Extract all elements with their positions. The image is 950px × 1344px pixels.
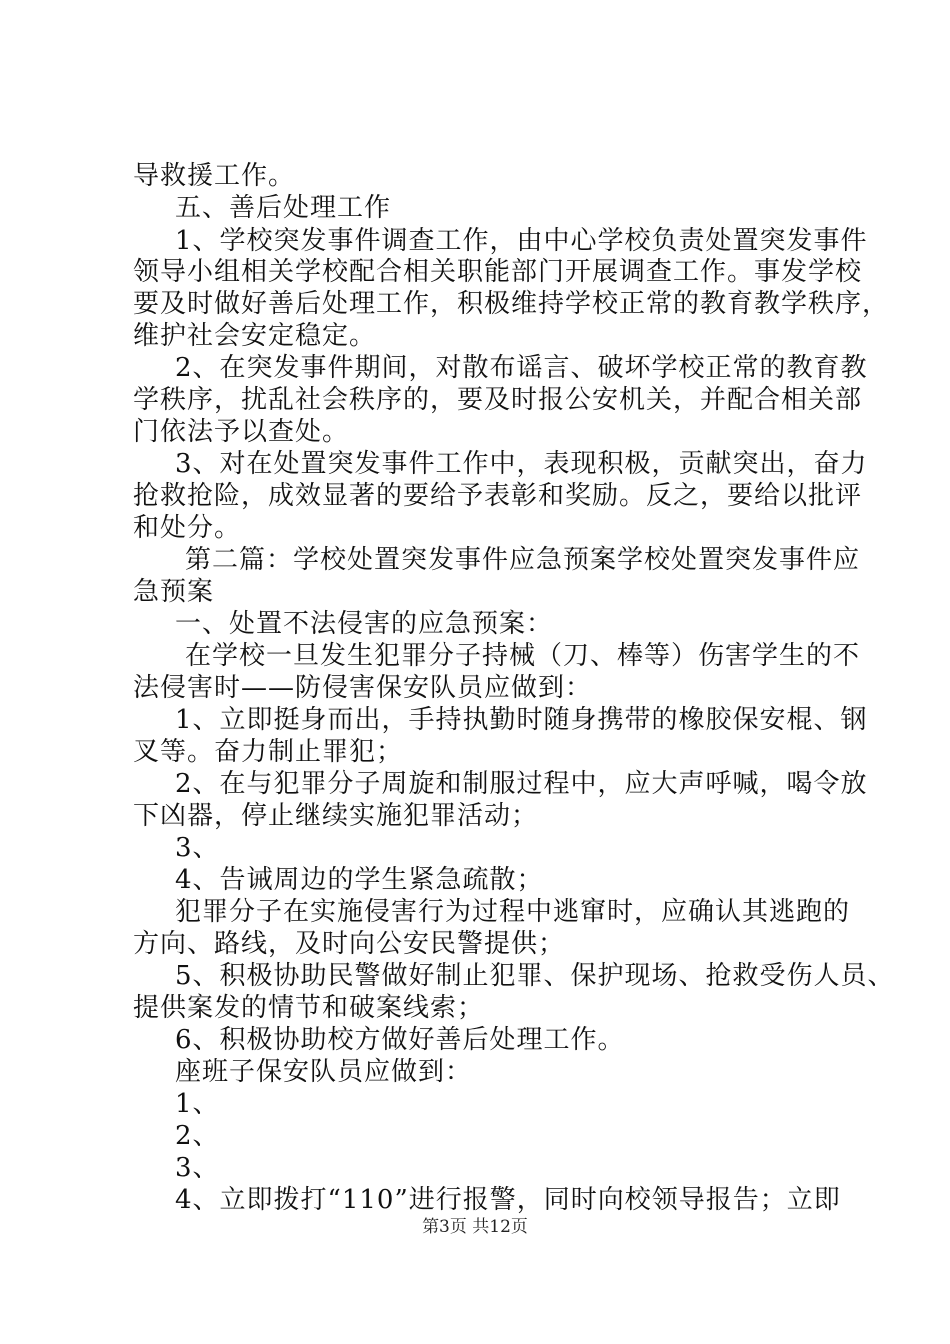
text-line: 2、在突发事件期间，对散布谣言、破坏学校正常的教育教 (175, 353, 868, 383)
text-line: 提供案发的情节和破案线索； (133, 993, 485, 1023)
text-line: 4、告诫周边的学生紧急疏散； (175, 865, 544, 895)
text-line: 1、 (175, 1089, 220, 1119)
text-line: 和处分。 (133, 513, 242, 543)
text-line: 叉等。奋力制止罪犯； (133, 737, 404, 767)
text-line: 维护社会安定稳定。 (133, 321, 377, 351)
text-line: 第二篇：学校处置突发事件应急预案学校处置突发事件应 (185, 545, 861, 575)
text-line: 门依法予以查处。 (133, 417, 350, 447)
text-line: 2、在与犯罪分子周旋和制服过程中，应大声呼喊，喝令放 (175, 769, 868, 799)
text-line: 要及时做好善后处理工作，积极维持学校正常的教育教学秩序， (133, 289, 890, 319)
text-line: 方向、路线，及时向公安民警提供； (133, 929, 566, 959)
text-line: 导救援工作。 (133, 161, 296, 191)
page-footer: 第3页 共12页 (422, 1217, 528, 1237)
text-line: 3、 (175, 1153, 220, 1183)
text-line: 下凶器，停止继续实施犯罪活动； (133, 801, 539, 831)
text-line: 3、 (175, 833, 220, 863)
text-line: 6、积极协助校方做好善后处理工作。 (175, 1025, 625, 1055)
text-line: 3、对在处置突发事件工作中，表现积极，贡献突出，奋力 (175, 449, 868, 479)
text-line: 4、立即拨打“110”进行报警，同时向校领导报告；立即 (175, 1185, 841, 1215)
text-line: 1、立即挺身而出，手持执勤时随身携带的橡胶保安棍、钢 (175, 705, 868, 735)
text-line: 一、处置不法侵害的应急预案： (175, 609, 554, 639)
text-line: 犯罪分子在实施侵害行为过程中逃窜时，应确认其逃跑的 (175, 897, 851, 927)
text-line: 学秩序，扰乱社会秩序的，要及时报公安机关，并配合相关部 (133, 385, 863, 415)
text-line: 5、积极协助民警做好制止犯罪、保护现场、抢救受伤人员、 (175, 961, 895, 991)
text-line: 座班子保安队员应做到： (175, 1057, 473, 1087)
text-line: 1、学校突发事件调查工作，由中心学校负责处置突发事件 (175, 226, 868, 256)
text-line: 2、 (175, 1121, 220, 1151)
text-line: 五、善后处理工作 (175, 193, 392, 223)
text-line: 抢救抢险，成效显著的要给予表彰和奖励。反之，要给以批评 (133, 481, 863, 511)
text-line: 法侵害时——防侵害保安队员应做到： (133, 673, 593, 703)
text-line: 领导小组相关学校配合相关职能部门开展调查工作。事发学校 (133, 257, 863, 287)
text-line: 在学校一旦发生犯罪分子持械（刀、棒等）伤害学生的不 (185, 641, 861, 671)
text-line: 急预案 (133, 577, 215, 607)
